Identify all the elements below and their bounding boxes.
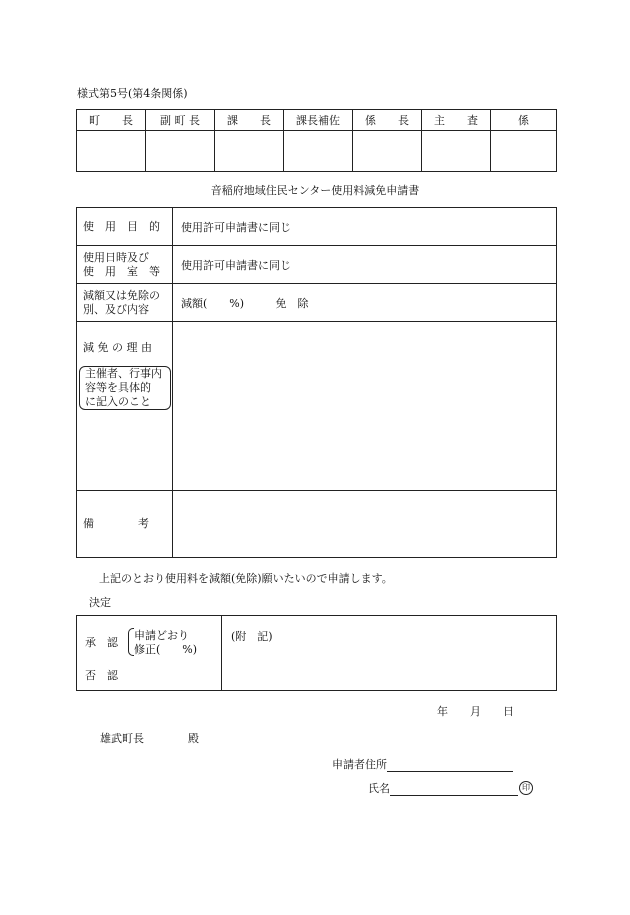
reason-label: 減 免 の 理 由 xyxy=(83,341,152,354)
datetime-label-cell xyxy=(77,246,173,284)
addressee: 雄武町長 殿 xyxy=(100,732,199,745)
type-value-cell[interactable] xyxy=(173,284,557,322)
remarks-label-cell xyxy=(77,491,173,558)
decision-note-label: (附 記) xyxy=(231,630,273,643)
reason-value-cell[interactable] xyxy=(173,322,557,491)
applicant-name-label: 氏名 xyxy=(368,782,390,795)
reason-label-cell xyxy=(77,322,173,491)
purpose-label: 使 用 目 的 xyxy=(83,219,160,233)
applicant-address-line[interactable] xyxy=(387,759,513,772)
option-modified[interactable]: 修正( %) xyxy=(134,643,198,656)
reduction-option[interactable]: 減額( %) xyxy=(181,296,245,310)
stamp-cell[interactable] xyxy=(491,131,557,172)
purpose-label-cell xyxy=(77,208,173,246)
stamp-cell[interactable] xyxy=(146,131,215,172)
form-number: 様式第5号(第4条関係) xyxy=(77,87,188,100)
stamp-cell[interactable] xyxy=(77,131,146,172)
form-title: 音稲府地域住民センター使用料減免申請書 xyxy=(210,184,420,197)
applicant-address-label: 申請者住所 xyxy=(332,758,387,771)
datetime-value-cell[interactable] xyxy=(173,246,557,284)
decision-options-cell xyxy=(77,616,222,691)
date-line[interactable]: 年 月 日 xyxy=(437,705,514,718)
role-subsection-chief: 係 長 xyxy=(353,110,422,131)
type-label-1: 減額又は免除の xyxy=(83,288,160,302)
option-as-applied[interactable]: 申請どおり xyxy=(134,629,189,642)
exemption-option[interactable]: 免 除 xyxy=(275,296,309,310)
decision-heading: 決定 xyxy=(89,596,111,609)
role-chief-examiner: 主 査 xyxy=(422,110,491,131)
datetime-value: 使用許可申請書に同じ xyxy=(181,258,291,272)
approve-label[interactable]: 承 認 xyxy=(85,636,118,649)
role-section-chief: 課 長 xyxy=(215,110,284,131)
datetime-label-2: 使 用 室 等 xyxy=(83,264,160,278)
role-assistant-chief: 課長補佐 xyxy=(284,110,353,131)
remarks-value-cell[interactable] xyxy=(173,491,557,558)
reason-note-1: 主催者、行事内 xyxy=(85,367,162,380)
applicant-address-row xyxy=(332,756,513,772)
stamp-cell[interactable] xyxy=(353,131,422,172)
stamp-cell[interactable] xyxy=(215,131,284,172)
decision-table xyxy=(76,615,557,691)
role-deputy-mayor: 副 町 長 xyxy=(146,110,215,131)
seal-mark: 印 xyxy=(519,781,533,795)
role-town-mayor: 町 長 xyxy=(77,110,146,131)
approval-stamp-table xyxy=(76,109,557,172)
type-label-2: 別、及び内容 xyxy=(83,302,149,316)
reason-note-2: 容等を具体的 xyxy=(85,381,151,394)
application-statement: 上記のとおり使用料を減額(免除)願いたいので申請します。 xyxy=(99,572,393,585)
remarks-label: 備 考 xyxy=(83,517,149,530)
reason-note-3: に記入のこと xyxy=(85,395,151,408)
type-label-cell xyxy=(77,284,173,322)
deny-label[interactable]: 否 認 xyxy=(85,669,118,682)
application-table xyxy=(76,207,557,558)
applicant-name-row xyxy=(368,780,518,796)
role-staff: 係 xyxy=(491,110,557,131)
stamp-cell[interactable] xyxy=(422,131,491,172)
datetime-label-1: 使用日時及び xyxy=(83,250,149,264)
stamp-cell[interactable] xyxy=(284,131,353,172)
decision-note-cell[interactable] xyxy=(222,616,557,691)
purpose-value-cell[interactable] xyxy=(173,208,557,246)
purpose-value: 使用許可申請書に同じ xyxy=(181,220,291,234)
applicant-name-line[interactable] xyxy=(390,783,518,796)
